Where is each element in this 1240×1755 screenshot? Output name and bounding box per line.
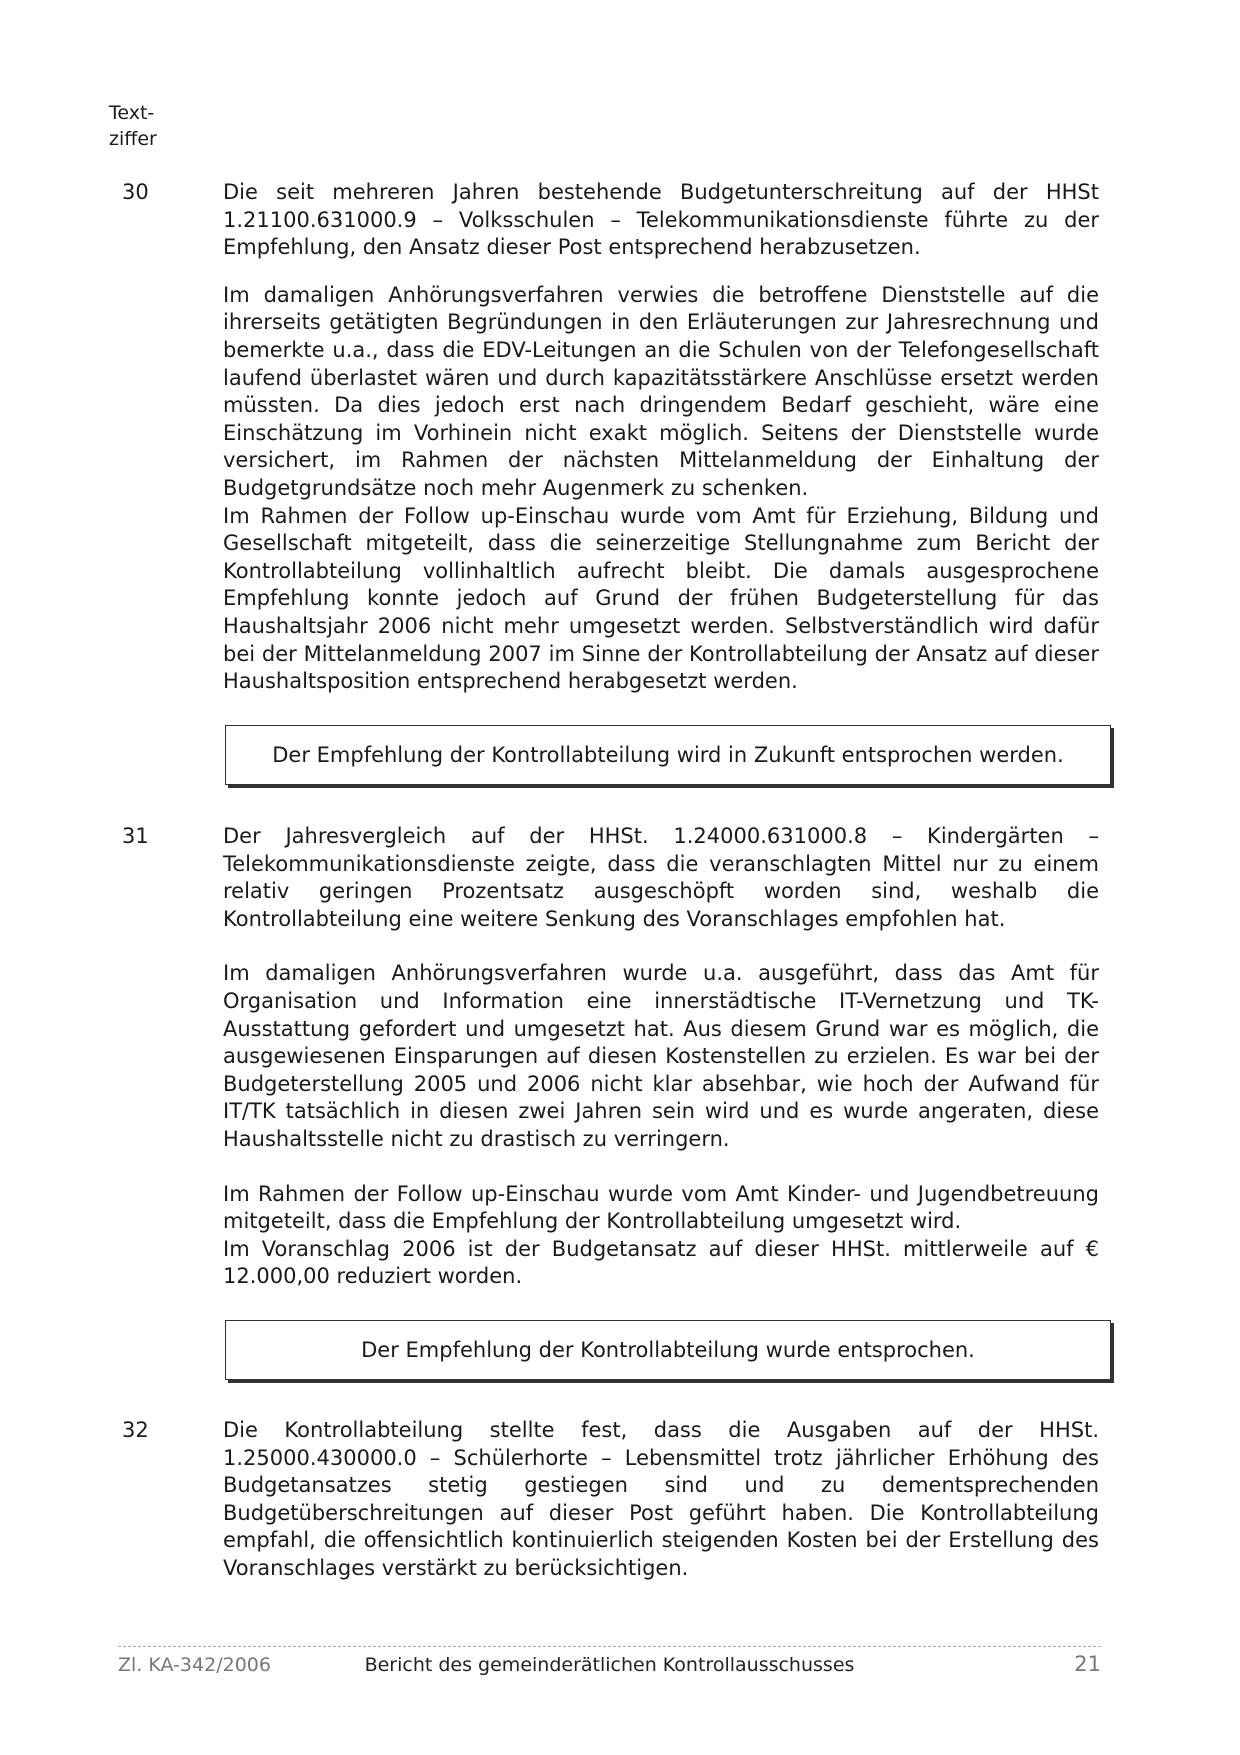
result-box: Der Empfehlung der Kontrollabteilung wurde entsprochen. [225,1320,1111,1380]
section-number: 31 [122,824,149,848]
paragraph: Die seit mehreren Jahren bestehende Budgetunterschreitung auf der HHSt 1.21100.631000.9 – Volksschulen – Telekommunikationsdienste führte zu der Empfehlung, den Ansatz dieser Post entsprechend herabzusetzen. [223,180,1099,260]
margin-label: Text- ziffer [109,102,157,150]
paragraph: Die Kontrollabteilung stellte fest, dass die Ausgaben auf der HHSt. 1.25000.430000.0 – Schülerhorte – Lebensmittel trotz jährlicher Erhöhung des Budgetansatzes stetig gestiegen sind und zu dementsprechenden Budgetüberschreitungen auf dieser Post geführt haben. Die Kontrollabteilung empfahl, die offensichtlich kontinuierlich steigenden Kosten bei der Erstellung des Voranschlages verstärkt zu berücksichtigen. [223,1418,1099,1580]
result-box: Der Empfehlung der Kontrollabteilung wird in Zukunft entsprochen werden. [225,725,1111,785]
page-number: 21 [1074,1652,1101,1676]
footer-divider [118,1646,1101,1647]
paragraph: Der Jahresvergleich auf der HHSt. 1.24000.631000.8 – Kindergärten – Telekommunikationsdienste zeigte, dass die veranschlagten Mittel nur zu einem relativ geringen Prozentsatz ausgeschöpft worden sind, weshalb die Kontrollabteilung eine weitere Senkung des Voranschlages empfohlen hat. [223,824,1099,931]
section-body [223,1417,1099,1583]
section-body [223,179,1099,696]
section-number: 32 [122,1418,149,1442]
section-number: 30 [122,180,149,204]
paragraph: Im damaligen Anhörungsverfahren wurde u.a. ausgeführt, dass das Amt für Organisation und Information eine innerstädtische IT-Vernetzung und TK-Ausstattung gefordert und umgesetzt hat. Aus diesem Grund war es möglich, die ausgewiesenen Einsparungen auf diesen Kostenstellen zu erzielen. Es war bei der Budgeterstellung 2005 und 2006 nicht klar absehbar, wie hoch der Aufwand für IT/TK tatsächlich in diesen zwei Jahren sein wird und es wurde angeraten, diese Haushaltsstelle nicht zu drastisch zu verringern. [223,961,1099,1151]
paragraph: Im Rahmen der Follow up-Einschau wurde vom Amt Kinder- und Jugendbetreuung mitgeteilt, dass die Empfehlung der Kontrollabteilung umgesetzt wird. Im Voranschlag 2006 ist der Budgetansatz auf dieser HHSt. mittlerweile auf € 12.000,00 reduziert worden. [223,1181,1099,1289]
paragraph: Im damaligen Anhörungsverfahren verwies die betroffene Dienststelle auf die ihrerseits getätigten Begründungen in den Erläuterungen zur Jahresrechnung und bemerkte u.a., dass die EDV-Leitungen an die Schulen von der Telefongesellschaft laufend überlastet wären und durch kapazitätsstärkere Anschlüsse ersetzt werden müssten. Da dies jedoch erst nach dringendem Bedarf geschieht, wäre eine Einschätzung im Vorhinein nicht exakt möglich. Seitens der Dienststelle wurde versichert, im Rahmen der nächsten Mittelanmeldung der Einhaltung der Budgetgrundsätze noch mehr Augenmerk zu schenken. Im Rahmen der Follow up-Einschau wurde vom Amt für Erziehung, Bildung und Gesellschaft mitgeteilt, dass die seinerzeitige Stellungnahme zum Bericht der Kontrollabteilung vollinhaltlich aufrecht bleibt. Die damals ausgesprochene Empfehlung konnte jedoch auf Grund der frühen Budgeterstellung für das Haushaltsjahr 2006 nicht mehr umgesetzt werden. Selbstverständlich wird dafür bei der Mittelanmeldung 2007 im Sinne der Kontrollabteilung der Ansatz auf dieser Haushaltsposition entsprechend herabgesetzt werden. [223,282,1099,694]
page-footer [118,1652,1101,1682]
section-body [223,823,1099,1291]
footer-reference: Zl. KA-342/2006 [118,1654,271,1676]
footer-title: Bericht des gemeinderätlichen Kontrollausschusses [364,1654,855,1676]
